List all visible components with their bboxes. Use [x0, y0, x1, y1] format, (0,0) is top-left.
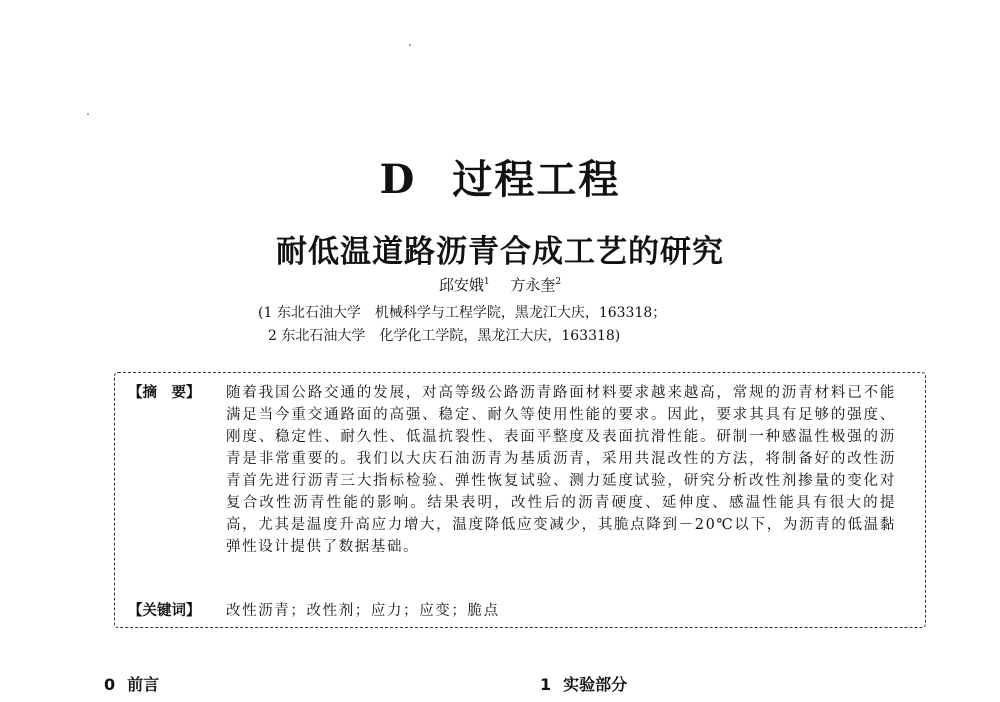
- section-heading: [0, 148, 1000, 205]
- author: [510, 276, 561, 294]
- paper-title: 耐低温道路沥青合成工艺的研究: [276, 234, 724, 270]
- author-name: 邱安娥: [438, 276, 484, 294]
- heading-intro: [104, 672, 159, 695]
- section-letter: D: [379, 156, 417, 203]
- heading-title: 实验部分: [563, 675, 628, 694]
- author-affil-mark: 2: [555, 277, 562, 287]
- scan-speck: [87, 113, 89, 115]
- affiliation-line: (1 东北石油大学 机械科学与工程学院，黑龙江大庆，163318；: [258, 305, 667, 321]
- heading-title: 前言: [127, 675, 160, 694]
- heading-number: 0: [104, 675, 116, 694]
- abstract-label: 【摘 要】: [128, 385, 201, 401]
- author-list: [0, 274, 1000, 295]
- author-name: 方永奎: [510, 276, 556, 294]
- abstract-text: 随着我国公路交通的发展，对高等级公路沥青路面材料要求越来越高，常规的沥青材料已不能满足当今重交通路面的高强、稳定、耐久等使用性能的要求。因此，要求其具有足够的强度、刚度、稳定性、耐久性、低温抗裂性、表面平整度及表面抗滑性能。研制一种感温性极强的沥青是非常重要的。我们以大庆石油沥青为基质沥青，采用共混改性的方法，将制备好的改性沥青首先进行沥青三大指标检验、弹性恢复试验、测力延度试验，研究分析改性剂掺量的变化对复合改性沥青性能的影响。结果表明，改性后的沥青硬度、延伸度、感温性能具有很大的提高，尤其是温度升高应力增大，温度降低应变减少，其脆点降到－20℃以下，为沥青的低温黏弹性设计提供了数据基础。: [226, 385, 896, 555]
- affiliation-line: 2 东北石油大学 化学化工学院，黑龙江大庆，163318): [268, 328, 621, 344]
- heading-number: 1: [540, 675, 552, 694]
- scan-speck: [409, 44, 411, 46]
- keywords-text: 改性沥青；改性剂；应力；应变；脆点: [226, 603, 500, 619]
- author: [439, 276, 490, 294]
- section-title: 过程工程: [452, 156, 621, 203]
- heading-experiment: [540, 672, 627, 695]
- author-affil-mark: 1: [483, 277, 490, 287]
- keywords-label: 【关键词】: [128, 603, 201, 619]
